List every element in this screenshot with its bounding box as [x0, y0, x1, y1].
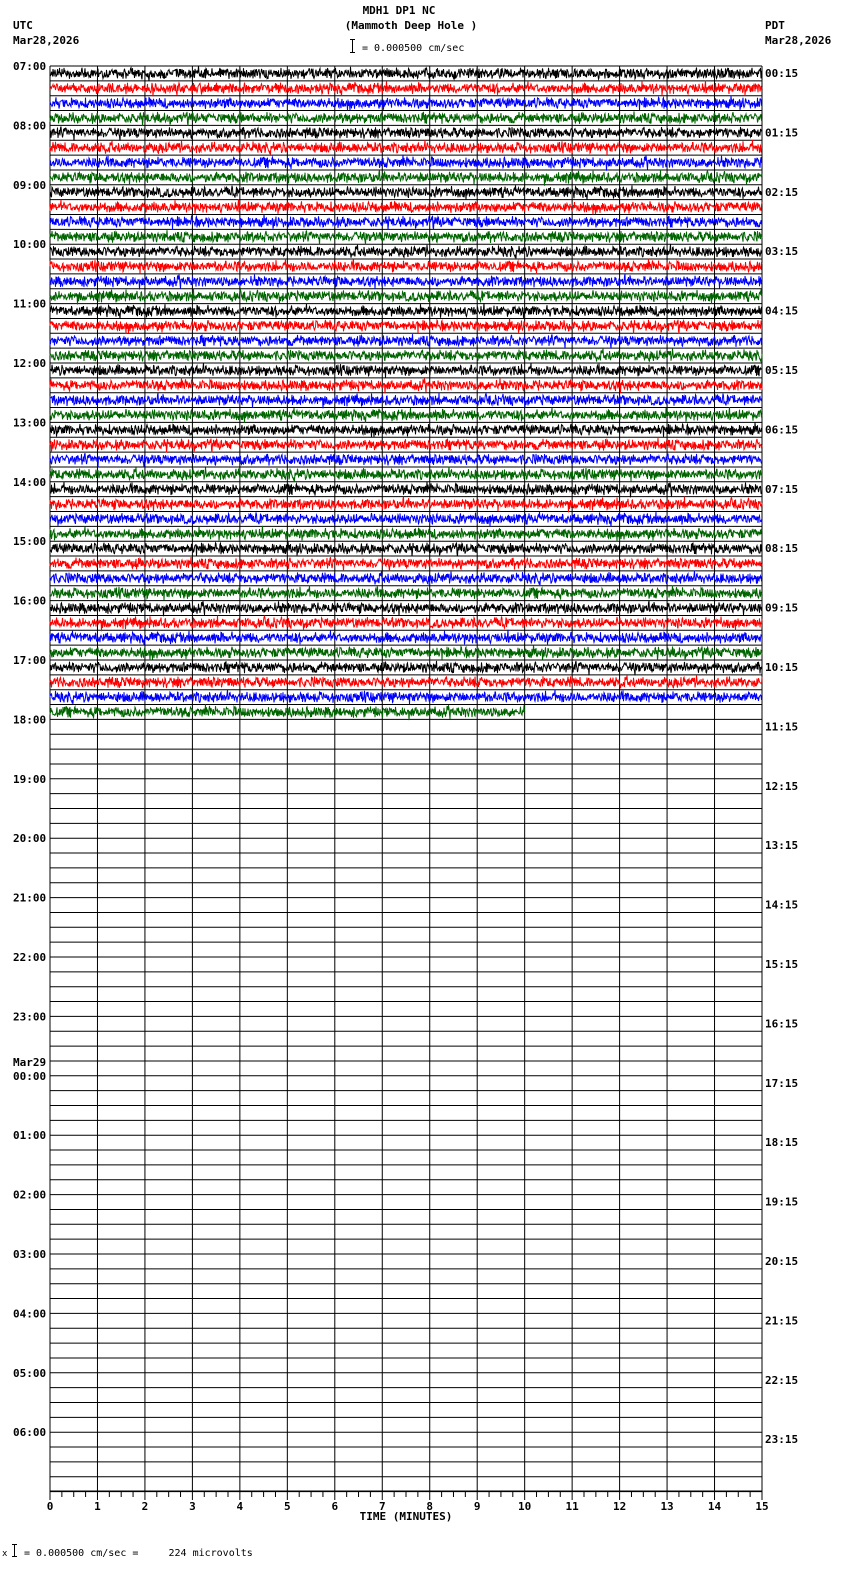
- utc-hour-label: 23:00: [13, 1010, 47, 1024]
- pdt-hour-label: 15:15: [765, 958, 799, 971]
- utc-hour-label: 01:00: [13, 1129, 47, 1143]
- utc-hour-label: 21:00: [13, 891, 47, 905]
- x-tick-label: 5: [284, 1500, 291, 1513]
- seismic-trace: [50, 215, 762, 230]
- pdt-hour-label: 02:15: [765, 185, 799, 199]
- seismic-trace: [50, 289, 762, 305]
- pdt-hour-label: 09:15: [765, 601, 799, 615]
- utc-hour-label: 04:00: [13, 1307, 47, 1321]
- seismic-trace: [50, 557, 762, 572]
- x-tick-label: 2: [141, 1500, 149, 1513]
- seismic-trace: [50, 96, 762, 111]
- utc-hour-label: 19:00: [13, 772, 47, 786]
- pdt-hour-label: 06:15: [765, 423, 799, 437]
- seismic-trace: [50, 689, 762, 704]
- scale-label: = 0.000500 cm/sec: [362, 43, 465, 54]
- pdt-hour-label: 00:15: [765, 67, 799, 80]
- seismic-trace: [50, 170, 762, 186]
- seismic-trace: [50, 586, 762, 601]
- x-tick-label: 1: [94, 1500, 101, 1513]
- utc-hour-label: 22:00: [13, 951, 47, 964]
- x-tick-label: 9: [473, 1500, 481, 1513]
- utc-hour-label: 12:00: [13, 357, 47, 370]
- seismic-trace: [50, 244, 762, 258]
- left-date: Mar28,2026: [13, 34, 80, 47]
- x-tick-label: 4: [236, 1500, 244, 1513]
- pdt-hour-label: 01:15: [765, 126, 799, 140]
- seismic-trace: [50, 497, 762, 513]
- utc-hour-label: 15:00: [13, 535, 47, 549]
- utc-hour-label: 09:00: [13, 178, 47, 192]
- pdt-hour-label: 07:15: [765, 482, 799, 496]
- x-tick-label: 14: [707, 1500, 722, 1513]
- seismic-trace: [50, 512, 762, 527]
- utc-hour-label: 03:00: [13, 1248, 47, 1261]
- seismic-trace: [50, 541, 762, 556]
- pdt-hour-label: 21:15: [765, 1314, 799, 1328]
- seismic-trace: [50, 334, 762, 348]
- seismic-trace: [50, 230, 762, 245]
- utc-hour-label: 11:00: [13, 297, 47, 311]
- pdt-hour-label: 16:15: [765, 1017, 799, 1031]
- utc-hour-label: 20:00: [13, 832, 47, 846]
- station-title: MDH1 DP1 NC: [362, 4, 436, 17]
- seismic-trace: [50, 155, 762, 171]
- pdt-hour-label: 14:15: [765, 898, 799, 912]
- left-timezone: UTC: [13, 19, 33, 32]
- seismic-trace: [50, 66, 762, 81]
- utc-hour-label: 07:00: [13, 60, 47, 73]
- pdt-hour-label: 23:15: [765, 1433, 799, 1447]
- utc-hour-label: 06:00: [13, 1426, 47, 1440]
- pdt-hour-label: 11:15: [765, 720, 799, 734]
- pdt-hour-label: 17:15: [765, 1076, 799, 1090]
- seismic-trace: [50, 526, 762, 541]
- utc-hour-label: 08:00: [13, 119, 47, 133]
- x-tick-label: 3: [189, 1500, 196, 1513]
- utc-hour-label: 16:00: [13, 594, 47, 608]
- pdt-hour-label: 04:15: [765, 304, 799, 318]
- x-tick-label: 15: [755, 1500, 769, 1513]
- seismic-trace: [50, 482, 762, 498]
- station-location: (Mammoth Deep Hole ): [344, 19, 478, 32]
- utc-hour-label: 10:00: [13, 238, 47, 252]
- seismic-trace: [50, 185, 762, 200]
- seismic-trace: [50, 645, 762, 660]
- footer-scale-bar-icon: [14, 1544, 15, 1557]
- right-date: Mar28,2026: [765, 34, 832, 47]
- x-tick-label: 0: [46, 1500, 54, 1513]
- pdt-hour-label: 05:15: [765, 364, 799, 377]
- x-tick-label: 11: [565, 1500, 579, 1513]
- seismic-trace: [50, 423, 762, 438]
- seismic-trace: [50, 378, 762, 394]
- footer-x-marker: x: [2, 1549, 8, 1559]
- pdt-hour-label: 22:15: [765, 1373, 799, 1387]
- seismic-trace: [50, 571, 762, 585]
- x-tick-label: 6: [331, 1500, 339, 1513]
- seismic-trace: [50, 274, 762, 289]
- seismic-trace: [50, 199, 762, 214]
- seismic-trace: [50, 661, 762, 675]
- seismic-trace: [50, 303, 762, 319]
- seismic-trace: [50, 319, 762, 334]
- utc-hour-label: 14:00: [13, 475, 47, 489]
- pdt-hour-label: 03:15: [765, 245, 799, 259]
- pdt-hour-label: 08:15: [765, 542, 799, 556]
- utc-hour-label: 05:00: [13, 1366, 47, 1380]
- seismic-trace: [50, 80, 762, 96]
- seismic-trace: [50, 467, 762, 482]
- utc-hour-label: 18:00: [13, 713, 47, 727]
- x-tick-label: 10: [518, 1500, 532, 1513]
- utc-hour-label: 13:00: [13, 416, 47, 430]
- seismic-trace: [50, 111, 762, 125]
- x-tick-label: 13: [660, 1500, 674, 1513]
- seismic-trace: [50, 453, 762, 467]
- seismic-trace: [50, 675, 762, 688]
- seismic-trace: [50, 407, 762, 423]
- pdt-hour-label: 10:15: [765, 661, 799, 674]
- pdt-hour-label: 20:15: [765, 1255, 799, 1268]
- utc-hour-label: 00:00: [13, 1069, 47, 1083]
- pdt-hour-label: 19:15: [765, 1195, 799, 1209]
- seismic-trace: [50, 616, 762, 632]
- right-timezone: PDT: [765, 19, 785, 32]
- pdt-hour-label: 18:15: [765, 1136, 799, 1150]
- seismic-trace: [50, 127, 762, 141]
- x-tick-label: 8: [426, 1500, 434, 1513]
- footer-calibration: = 0.000500 cm/sec = 224 microvolts: [24, 1548, 253, 1559]
- seismic-trace: [50, 363, 762, 378]
- x-tick-label: 12: [612, 1500, 627, 1513]
- date-change-label: Mar29: [13, 1055, 47, 1069]
- seismic-trace: [50, 393, 762, 409]
- seismic-trace: [50, 601, 762, 616]
- utc-hour-label: 17:00: [13, 654, 47, 667]
- utc-hour-label: 02:00: [13, 1188, 47, 1202]
- seismic-trace: [50, 438, 762, 452]
- pdt-hour-label: 13:15: [765, 839, 799, 853]
- seismic-trace: [50, 630, 762, 646]
- x-tick-label: 7: [378, 1500, 386, 1513]
- seismic-trace: [50, 259, 762, 274]
- seismic-trace: [50, 140, 762, 155]
- pdt-hour-label: 12:15: [765, 779, 799, 793]
- seismic-trace: [50, 349, 762, 363]
- x-axis-title: TIME (MINUTES): [359, 1510, 453, 1523]
